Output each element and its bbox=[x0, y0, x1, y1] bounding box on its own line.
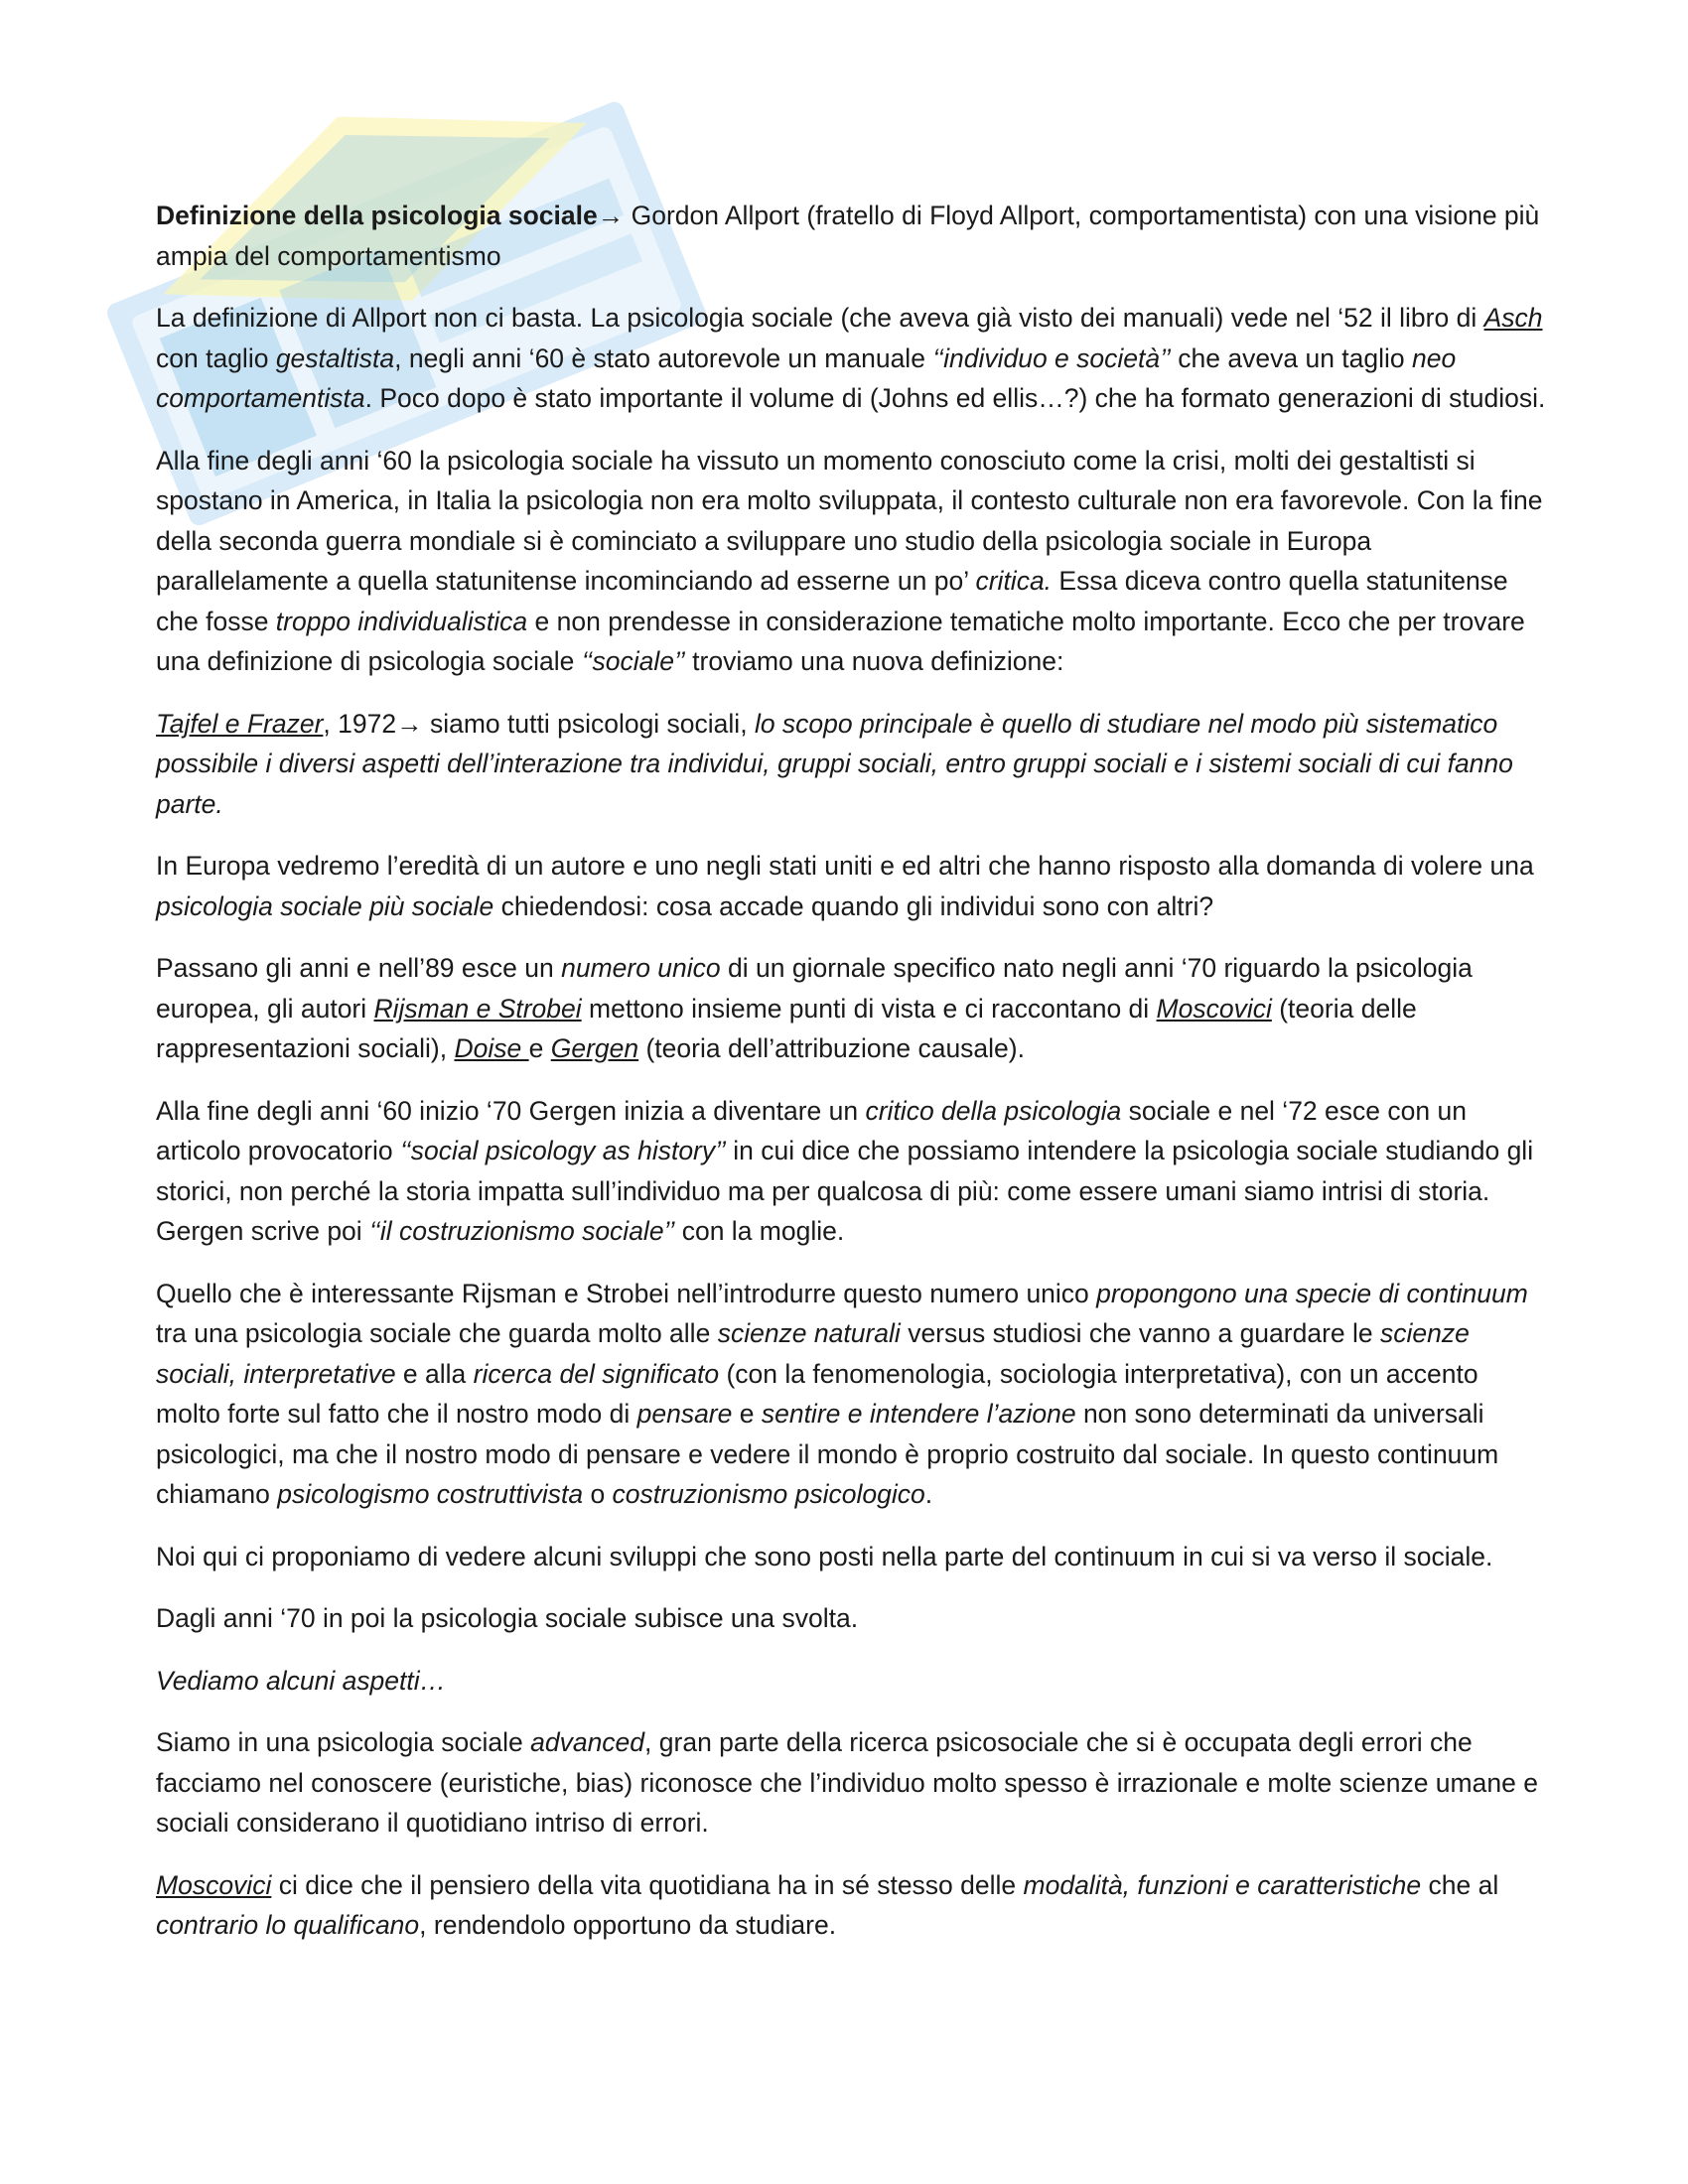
author-moscovici: Moscovici bbox=[156, 1869, 272, 1900]
section-title: Definizione della psicologia sociale bbox=[156, 201, 598, 230]
text: Siamo in una psicologia sociale bbox=[156, 1727, 531, 1757]
text: con taglio bbox=[156, 342, 276, 373]
article-title: ‘‘social psicology as history’’ bbox=[399, 1136, 726, 1165]
text: (teoria dell’attribuzione causale). bbox=[638, 1033, 1025, 1063]
term: ‘‘sociale’’ bbox=[581, 646, 685, 676]
text: tra una psicologia sociale che guarda molto alle bbox=[156, 1318, 718, 1348]
paragraph-12 bbox=[156, 1722, 1546, 1843]
term: advanced bbox=[530, 1727, 645, 1757]
book-title: ‘‘individuo e società’’ bbox=[932, 342, 1171, 373]
term: psicologismo costruttivista bbox=[277, 1479, 584, 1509]
author-moscovici: Moscovici bbox=[1156, 993, 1272, 1024]
text: troviamo una nuova definizione: bbox=[684, 646, 1064, 676]
term: critica. bbox=[975, 566, 1053, 596]
paragraph-9: Noi qui ci proponiamo di vedere alcuni sviluppi che sono posti nella parte del continuum in cui si va verso il sociale. bbox=[156, 1541, 1493, 1571]
paragraph-text: Gordon Allport (fratello di Floyd Allport, comportamentista) con una visione più ampia del comportamentismo bbox=[156, 201, 1540, 271]
term: modalità, funzioni e caratteristiche bbox=[1023, 1869, 1422, 1900]
arrow-icon: → bbox=[396, 708, 423, 739]
text: , negli anni ‘60 è stato autorevole un manuale bbox=[394, 342, 933, 373]
term: critico della psicologia bbox=[865, 1095, 1122, 1126]
text: di un giornale specifico nato negli anni ‘70 riguardo la psicologia europea, gli autori bbox=[156, 953, 1473, 1024]
paragraph-10: Dagli anni ‘70 in poi la psicologia sociale subisce una svolta. bbox=[156, 1603, 859, 1633]
text: . Poco dopo è stato importante il volume di (Johns ed ellis…?) che ha formato generazioni di studiosi. bbox=[364, 383, 1546, 413]
term: numero unico bbox=[561, 953, 721, 983]
paragraph-3 bbox=[156, 441, 1546, 682]
text: , gran parte della ricerca psicosociale che si è occupata degli errori che facciamo nel conoscere (euristiche, bias) riconosce che l’individuo molto spesso è irrazionale e molte scienze umane e sociali considerano il quotidiano intriso di errori. bbox=[156, 1727, 1538, 1838]
term: gestaltista bbox=[275, 342, 395, 373]
text: mettono insieme punti di vista e ci raccontano di bbox=[581, 993, 1157, 1024]
subheading: Vediamo alcuni aspetti… bbox=[156, 1665, 447, 1696]
paragraph-13 bbox=[156, 1865, 1546, 1946]
paragraph-5 bbox=[156, 846, 1546, 926]
author-tajfel-frazer: Tajfel e Frazer bbox=[156, 708, 324, 739]
paragraph-2 bbox=[156, 298, 1546, 419]
definition-quote: lo scopo principale è quello di studiare nel modo più sistematico possibile i diversi aspetti dell’interazione tra individui, gruppi sociali, entro gruppi sociali e i sistemi sociali di cui fanno parte. bbox=[156, 708, 1513, 819]
text: La definizione di Allport non ci basta. La psicologia sociale (che aveva già visto dei manuali) vede nel ‘52 il libro di bbox=[156, 303, 1484, 333]
text: Alla fine degli anni ‘60 la psicologia sociale ha vissuto un momento conosciuto come la crisi, molti dei gestaltisti si spostano in America, in Italia la psicologia non era molto sviluppata, il contesto culturale non era favorevole. Con la fine della seconda guerra mondiale si è cominciato a sviluppare uno studio della psicologia sociale in Europa parallelamente a quella statunitense incominciando ad esserne un po’ bbox=[156, 445, 1543, 596]
paragraph-7 bbox=[156, 1091, 1546, 1252]
term: propongono una specie di continuum bbox=[1096, 1278, 1528, 1308]
text: Quello che è interessante Rijsman e Strobei nell’introdurre questo numero unico bbox=[156, 1278, 1097, 1308]
text: in cui dice che possiamo intendere la psicologia sociale studiando gli storici, non perché la storia impatta sull’individuo ma per qualcosa di più: come essere umani siamo intrisi di storia. Gergen scrive poi bbox=[156, 1136, 1534, 1246]
term: sentire e intendere l’azione bbox=[761, 1399, 1076, 1429]
text: Essa diceva contro quella statunitense che fosse bbox=[156, 566, 1508, 636]
text: sociale e nel ‘72 esce con un articolo provocatorio bbox=[156, 1095, 1467, 1165]
term: costruzionismo psicologico bbox=[612, 1479, 925, 1509]
term: pensare bbox=[636, 1399, 733, 1429]
text: che al bbox=[1421, 1869, 1499, 1900]
book-title: ‘‘il costruzionismo sociale’’ bbox=[369, 1216, 675, 1246]
term: psicologia sociale più sociale bbox=[156, 890, 494, 921]
text: con la moglie. bbox=[674, 1216, 845, 1246]
term: ricerca del significato bbox=[473, 1358, 720, 1389]
text: ci dice che il pensiero della vita quotidiana ha in sé stesso delle bbox=[271, 1869, 1024, 1900]
term: neo comportamentista bbox=[156, 342, 1457, 413]
document-body bbox=[156, 196, 1546, 1968]
text: (con la fenomenologia, sociologia interpretativa), con un accento molto forte sul fatto che il nostro modo di bbox=[156, 1358, 1478, 1429]
term: scienze naturali bbox=[717, 1318, 901, 1348]
author-doise: Doise bbox=[454, 1033, 529, 1063]
text: o bbox=[583, 1479, 613, 1509]
text: non sono determinati da universali psicologici, ma che il nostro modo di pensare e vedere il mondo è proprio costruito dal sociale. In questo continuum chiamano bbox=[156, 1399, 1499, 1509]
paragraph-1 bbox=[156, 196, 1546, 276]
text: e bbox=[528, 1033, 551, 1063]
author-asch: Asch bbox=[1483, 303, 1543, 333]
text: In Europa vedremo l’eredità di un autore e uno negli stati uniti e ed altri che hanno risposto alla domanda di volere una bbox=[156, 851, 1534, 881]
text: e bbox=[732, 1399, 762, 1429]
paragraph-4 bbox=[156, 704, 1546, 825]
author-gergen: Gergen bbox=[550, 1033, 639, 1063]
text: (teoria delle rappresentazioni sociali), bbox=[156, 993, 1417, 1063]
author-rijsman-strobei: Rijsman e Strobei bbox=[373, 993, 582, 1024]
paragraph-6 bbox=[156, 948, 1546, 1069]
text: e alla bbox=[395, 1358, 474, 1389]
arrow-icon: → bbox=[597, 201, 625, 230]
term: scienze sociali, interpretative bbox=[156, 1318, 1470, 1389]
term: troppo individualistica bbox=[275, 606, 528, 636]
text: Alla fine degli anni ‘60 inizio ‘70 Gergen inizia a diventare un bbox=[156, 1095, 866, 1126]
text: , 1972 bbox=[323, 708, 397, 739]
text: , rendendolo opportuno da studiare. bbox=[419, 1910, 837, 1940]
text: e non prendesse in considerazione tematiche molto importante. Ecco che per trovare una definizione di psicologia sociale bbox=[156, 606, 1525, 676]
paragraph-8 bbox=[156, 1274, 1546, 1515]
text: versus studiosi che vanno a guardare le bbox=[900, 1318, 1381, 1348]
text: chiedendosi: cosa accade quando gli individui sono con altri? bbox=[493, 890, 1214, 921]
paragraph-11 bbox=[156, 1661, 1546, 1702]
term: contrario lo qualificano bbox=[156, 1910, 420, 1940]
text: che aveva un taglio bbox=[1170, 342, 1413, 373]
text: Passano gli anni e nell’89 esce un bbox=[156, 953, 562, 983]
text: siamo tutti psicologi sociali, bbox=[422, 708, 755, 739]
text: . bbox=[924, 1479, 933, 1509]
